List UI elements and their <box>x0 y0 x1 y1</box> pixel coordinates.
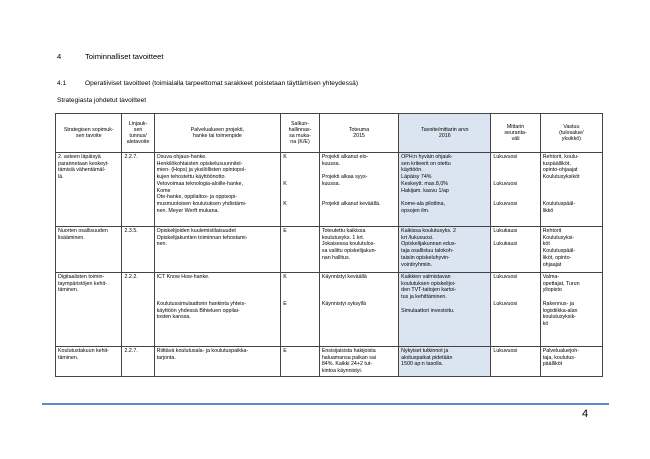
cell-target: OPH:n hyväin ohjauk- sen kriteerit on otettu käyttöön. Läpäisy 74% Keskeytt. max.8,0% Hakijam. kasvu 1/ap Kome-ala pilottina, opsojen ilm. <box>399 153 491 227</box>
cell-interval: Lukuvuosi <box>491 347 540 377</box>
table-row <box>56 273 603 347</box>
cell-interval: Lukuvuosi Lukuvuosi <box>491 273 540 347</box>
cell-code: 2.3.5. <box>122 227 154 273</box>
cell-code: 2.2.7. <box>122 347 154 377</box>
cell-actual: Ensisijaisista hakijoista haluamansa paikan sai 84%. Kaikki 24+2 tut- kintoa käynnistyi. <box>319 347 398 377</box>
cell-project: Riittävä koulutusala- ja koulutuspaikka- tarjonta. <box>154 347 281 377</box>
header-actual: Toteuma 2015 <box>319 114 398 153</box>
cell-interval: Lukukausi Lukukausi <box>491 227 540 273</box>
goals-table <box>55 113 603 377</box>
header-goal: Strategisen sopimuk- sen tavoite <box>56 114 122 153</box>
cell-goal: 2. asteen läpäisyä parannetaan keskeyt- tämisiä vähentämäl- lä. <box>56 153 122 227</box>
table-header-row <box>56 114 603 153</box>
cell-owner: Palvelualuejoh- taja, koulutus- päälliköt <box>540 347 602 377</box>
section-number: 4 <box>57 52 62 61</box>
cell-owner: Rehtorit Koulutusyksi- köt Koulutuspääl- liköt, opinto- ohjaajat <box>540 227 602 273</box>
cell-portfolio: K K K <box>281 153 320 227</box>
cell-target: Nykyiset tutkinnot ja aloituspaikat pidetään 1500 ap:n tasolla. <box>399 347 491 377</box>
cell-portfolio: E <box>281 347 320 377</box>
cell-owner: Valma- opettajat, Turun yliopisto Rakennus- ja logistiikka-alan koulutusyksik- kö <box>540 273 602 347</box>
table-row <box>56 227 603 273</box>
header-code: Linjauk- sen tunnus/ aletavoite <box>122 114 154 153</box>
cell-interval: Lukuvuosi Lukuvuosi Lukuvuosi <box>491 153 540 227</box>
subsection-title: Operatiiviset tavoitteet (toimialalla tarpeettomat sarakkeet poistetaan täyttämisen yhteydessä) <box>85 80 359 87</box>
cell-goal: Nuorten osallisuuden lisääminen. <box>56 227 122 273</box>
table-row <box>56 153 603 227</box>
cell-actual: Toteutettu kaikissa koulutusyks. 1 krt. Jokaisessa koulutulos- sa valittu opiskelijakun- nan hallitus. <box>319 227 398 273</box>
cell-project: Opiskelijoiden kuulemistilaisuudet Opiskelijakuntien toiminnan tehostami- nen. <box>154 227 281 273</box>
header-interval: Mittarin seuranta- väli <box>491 114 540 153</box>
header-portfolio: Salkun- hallinnas- sa muka- na (K/E) <box>281 114 320 153</box>
cell-portfolio: E <box>281 227 320 273</box>
footer-rule <box>42 403 609 405</box>
subsection-heading <box>57 80 358 87</box>
cell-portfolio: K E <box>281 273 320 347</box>
cell-target: Kaikkien valmistavan koulutuksen opiskelijoi- den TVT-taitojen kartoi- tus ja kehittäminen. Simulaattori investoitu. <box>399 273 491 347</box>
header-target: Tavoite/mittarin arvo 2016 <box>399 114 491 153</box>
cell-actual: Käynnistyi keväällä Käynnistyi syksyllä <box>319 273 398 347</box>
cell-project: Osuva ohjaus-hanke. Henkilökohtaisten opiskelusuunnitel- mien- (Hops) ja yksilöllisten opintopol- kujen tehostettu käyttöönotto. Vetovoimaa teknologia-aloille-hanke, Kome Ote-hanke, oppilaitos- ja oppisopi- musmuotoisen koulutuksen yhdistämi- nen. Meyer Werft mukana. <box>154 153 281 227</box>
cell-project: ICT Know How-hanke. Koulutussimulaattorin hankinta yhteis- käyttöön yhdessä Bihieluen oppilai- tosten kanssa. <box>154 273 281 347</box>
cell-code: 2.2.2. <box>122 273 154 347</box>
cell-goal: Digitaalisten toimin- taympäristöjen kehit- täminen. <box>56 273 122 347</box>
section-heading <box>57 52 164 61</box>
table-caption: Strategiasta johdetut tavoitteet <box>57 97 147 104</box>
header-owner: Vastuu (tulosalue/ yksikkö) <box>540 114 602 153</box>
cell-actual: Projekti alkanut elo- kuussa. Projekti alkaa syys- kuussa. Projekti alkanut keväällä. <box>319 153 398 227</box>
cell-target: Kaikissa koulutusyks. 2 krt /lukuvuosi. Opiskelijakunnan edus- taja osallistuu talokoh- taisiin opiskeluhyvin- vointiryhmiin. <box>399 227 491 273</box>
cell-owner: Rehtorit, koulu- tuspäälliköt, opinto-ohjaajat Koulutusyksiköt Koulutuspääl- likkö <box>540 153 602 227</box>
page-number: 4 <box>582 408 589 420</box>
table-row <box>56 347 603 377</box>
subsection-number: 4.1 <box>57 80 67 87</box>
cell-goal: Koulutustakuun kehit- täminen. <box>56 347 122 377</box>
header-project: Palvelualueen projekti, hanke tai toimenpide <box>154 114 281 153</box>
cell-code: 2.2.7. <box>122 153 154 227</box>
section-title: Toiminnalliset tavoitteet <box>85 52 164 61</box>
